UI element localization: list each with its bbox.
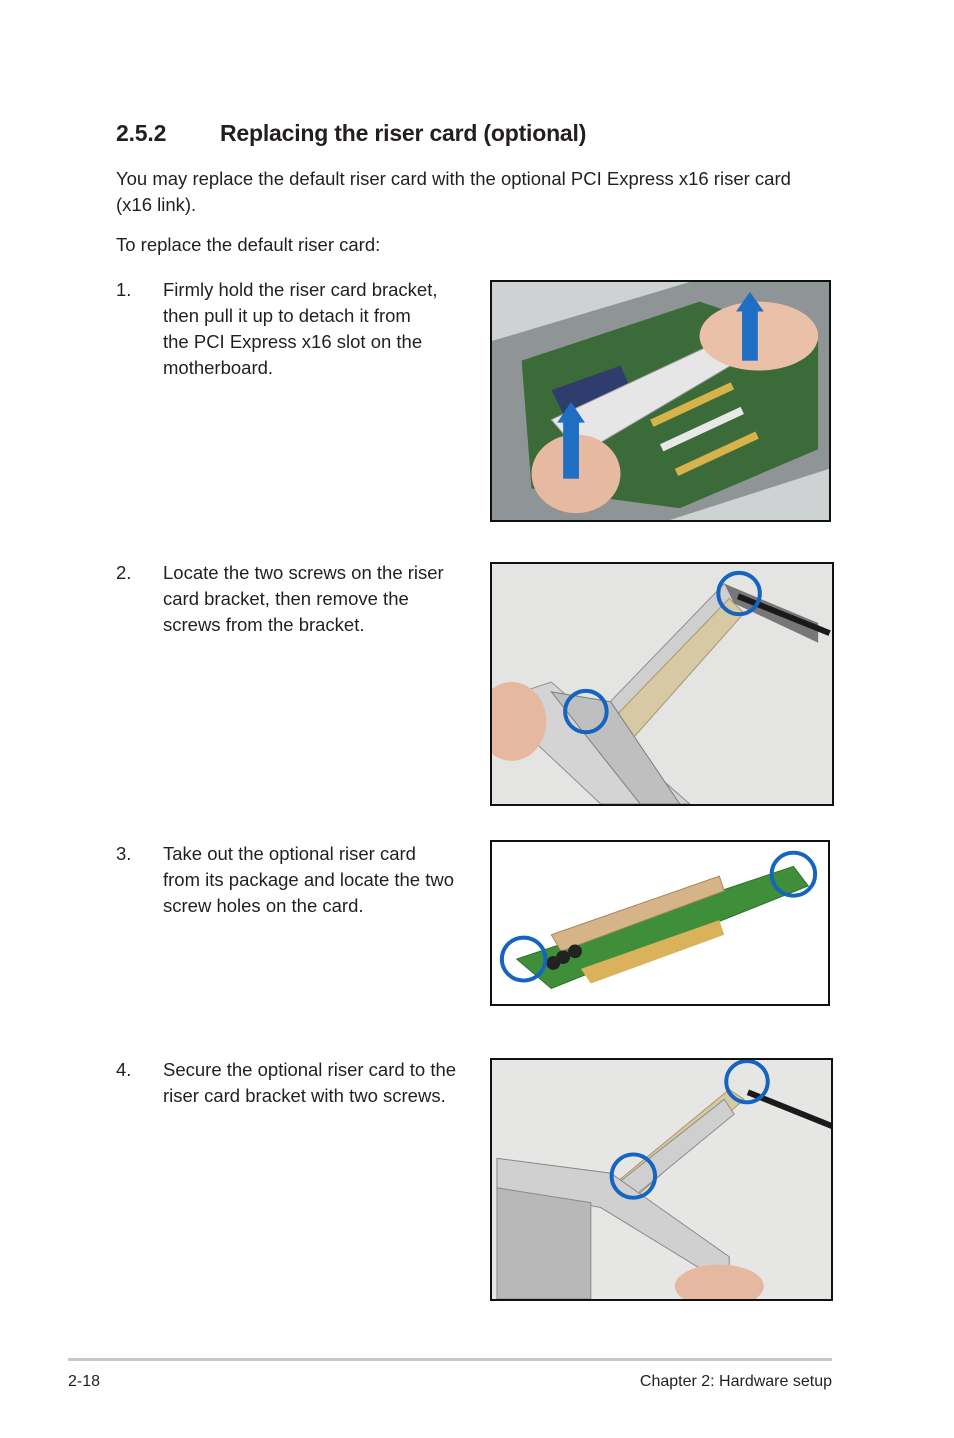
chapter-label: Chapter 2: Hardware setup: [639, 1373, 832, 1390]
step-line: motherboard.: [163, 357, 274, 378]
step-text: [163, 1057, 478, 1109]
footer-rule: [68, 1358, 832, 1361]
step-number: 3.: [116, 843, 132, 864]
step-line: card bracket, then remove the: [163, 588, 409, 609]
step-line: riser card bracket with two screws.: [163, 1085, 446, 1106]
step-line: Firmly hold the riser card bracket,: [163, 279, 438, 300]
step-line: screw holes on the card.: [163, 895, 364, 916]
step-text: [163, 841, 478, 919]
arrow-up-icon: [742, 310, 758, 361]
step-line: then pull it up to detach it from: [163, 305, 411, 326]
photo-optional-riser-card-illustration: [492, 842, 828, 1004]
step-line: the PCI Express x16 slot on the: [163, 331, 423, 352]
photo-secure-riser-card-illustration: [492, 1060, 831, 1299]
step-number: 4.: [116, 1059, 132, 1080]
page-number: 2-18: [68, 1373, 101, 1390]
step-text: [163, 277, 478, 381]
step-number: 1.: [116, 279, 132, 300]
intro-line-1: You may replace the default riser card with the optional PCI Express x16 riser card: [116, 168, 791, 189]
step-text: [163, 560, 478, 638]
section-number: 2.5.2: [116, 120, 167, 146]
step-line: Secure the optional riser card to the: [163, 1059, 457, 1080]
intro-lead: To replace the default riser card:: [116, 234, 381, 255]
photo-remove-riser-bracket-illustration: [492, 282, 829, 520]
photo-secure-riser-card: [490, 1058, 833, 1301]
step-line: Take out the optional riser card: [163, 843, 416, 864]
intro-paragraph: [116, 166, 791, 218]
photo-remove-screws-illustration: [492, 564, 832, 804]
section-heading: [116, 120, 586, 147]
intro-line-2: (x16 link).: [116, 194, 197, 215]
arrow-up-icon: [563, 420, 579, 479]
section-title: Replacing the riser card (optional): [220, 120, 587, 146]
step-line: from its package and locate the two: [163, 869, 455, 890]
step-line: screws from the bracket.: [163, 614, 365, 635]
photo-remove-screws: [490, 562, 834, 806]
photo-remove-riser-bracket: [490, 280, 831, 522]
step-number: 2.: [116, 562, 132, 583]
photo-optional-riser-card: [490, 840, 830, 1006]
step-line: Locate the two screws on the riser: [163, 562, 444, 583]
